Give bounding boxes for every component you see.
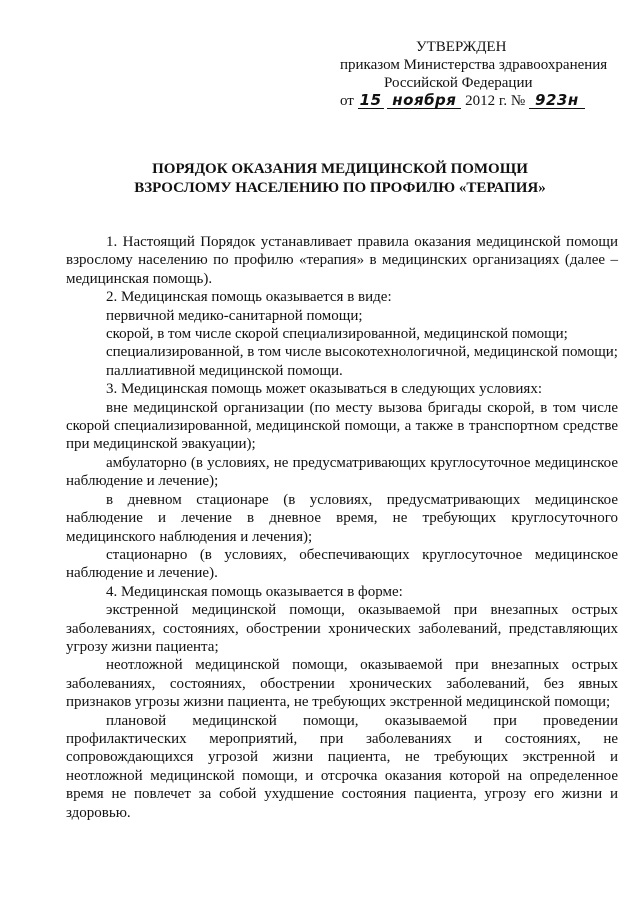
paragraph: 1. Настоящий Порядок устанавливает правила оказания медицинской помощи взрослому населению по профилю «терапия» в медицинских организациях (далее – медицинская помощь). [66, 234, 618, 287]
date-prefix: от [340, 93, 354, 109]
handwritten-day: 15 [358, 92, 384, 109]
paragraph: 2. Медицинская помощь оказывается в виде: [106, 289, 392, 306]
title-line-1: ПОРЯДОК ОКАЗАНИЯ МЕДИЦИНСКОЙ ПОМОЩИ [152, 161, 528, 177]
approval-block [340, 38, 630, 110]
handwritten-order-number: 923н [529, 92, 585, 109]
paragraph: амбулаторно (в условиях, не предусматривающих круглосуточное медицинское наблюдение и лечение); [66, 454, 618, 490]
approval-date-line [340, 92, 630, 110]
paragraph: экстренной медицинской помощи, оказываемой при внезапных острых заболеваниях, состояниях, обострении хронических заболеваний, представляющих угрозу жизни пациента; [66, 602, 618, 655]
approval-heading: УТВЕРЖДЕН [416, 39, 507, 55]
paragraph: стационарно (в условиях, обеспечивающих круглосуточное медицинское наблюдение и лечение). [66, 546, 618, 582]
title-line-2: ВЗРОСЛОМУ НАСЕЛЕНИЮ ПО ПРОФИЛЮ «ТЕРАПИЯ» [134, 180, 546, 196]
paragraph: паллиативной медицинской помощи. [106, 362, 343, 379]
paragraph: в дневном стационаре (в условиях, предусматривающих медицинское наблюдение и лечение в дневное время, не требующих круглосуточного медицинского наблюдения и лечения); [66, 491, 618, 545]
paragraph: скорой, в том числе скорой специализированной, медицинской помощи; [106, 326, 568, 343]
paragraph: специализированной, в том числе высокотехнологичной, медицинской помощи; [106, 344, 618, 361]
paragraph: 3. Медицинская помощь может оказываться в следующих условиях: [106, 381, 542, 398]
date-year: 2012 г. № [465, 93, 526, 109]
paragraph: 4. Медицинская помощь оказывается в форме: [106, 583, 403, 600]
handwritten-month: ноября [387, 92, 461, 109]
approval-country-line: Российской Федерации [384, 75, 533, 91]
document-body [66, 233, 618, 822]
paragraph: первичной медико-санитарной помощи; [106, 307, 363, 324]
approval-order-line: приказом Министерства здравоохранения [340, 57, 608, 73]
paragraph: плановой медицинской помощи, оказываемой при проведении профилактических мероприятий, при заболеваниях и состояниях, не сопровождающихся угрозой жизни пациента, не требующих экстренной и неотложной медицинской помощи, и отсрочка оказания которой на определенное время не повлечет за собой ухудшение состояния пациента, угрозу его жизни и здоровью. [66, 712, 618, 821]
paragraph: неотложной медицинской помощи, оказываемой при внезапных острых заболеваниях, состояниях, обострении хронических заболеваний, без явных признаков угрозы жизни пациента, не требующих экстренной медицинской помощи; [66, 657, 618, 711]
paragraph: вне медицинской организации (по месту вызова бригады скорой, в том числе скорой специализированной, медицинской помощи, а также в транспортном средстве при медицинской эвакуации); [66, 399, 618, 453]
document-title [60, 160, 620, 198]
